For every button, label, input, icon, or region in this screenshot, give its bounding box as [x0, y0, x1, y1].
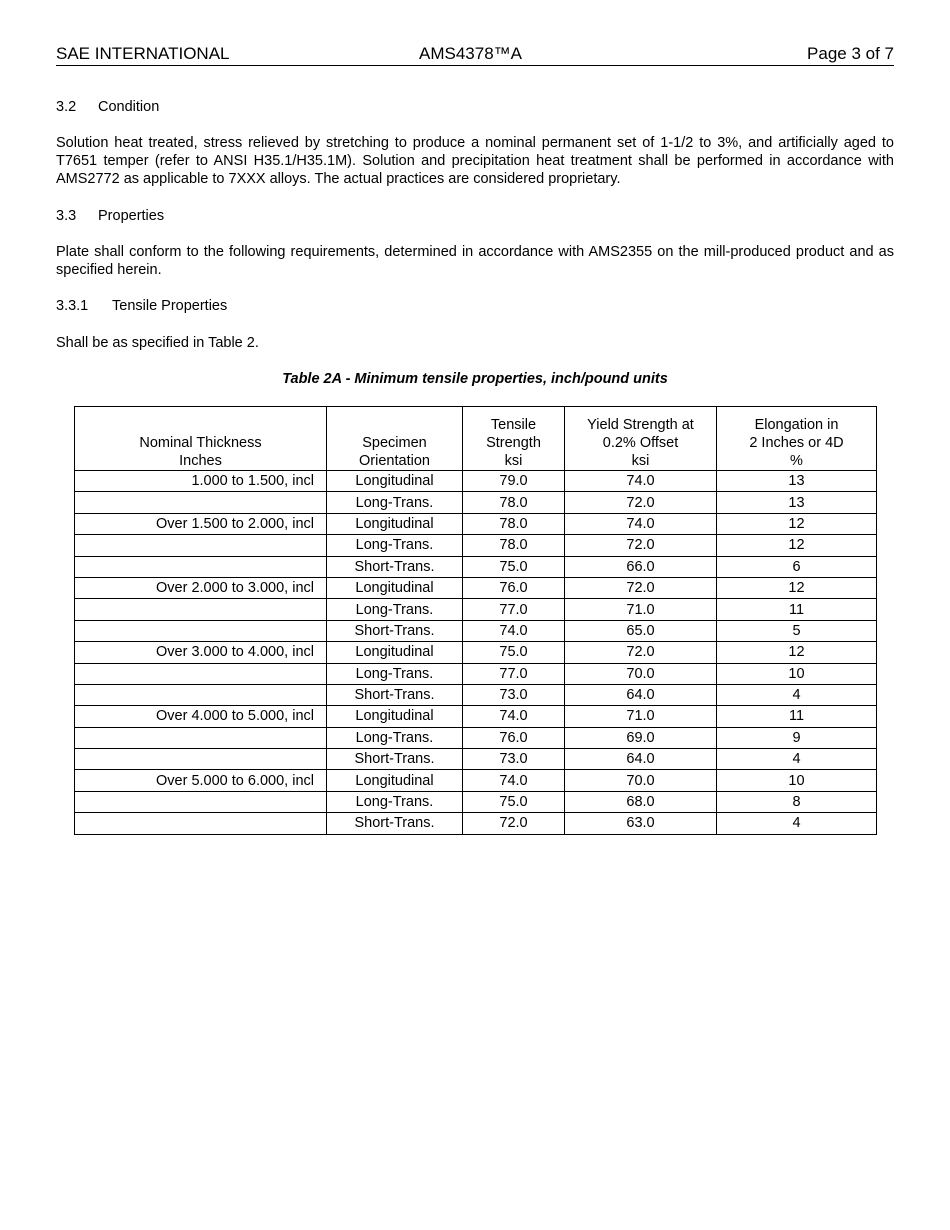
section-number: 3.3.1	[56, 298, 89, 314]
cell-elongation: 12	[717, 513, 877, 534]
cell-elongation: 4	[717, 684, 877, 705]
cell-yield: 74.0	[565, 513, 717, 534]
cell-yield: 72.0	[565, 642, 717, 663]
cell-tensile: 73.0	[463, 684, 565, 705]
section-3-2-body: Solution heat treated, stress relieved by stretching to produce a nominal permanent set of 1-1/2 to 3%, and artificially aged to T7651 temper (refer to ANSI H35.1/H35.1M). Solution and precipitation heat treatment shall be performed in accordance with AMS2772 as applicable to 7XXX alloys. The actual practices are considered proprietary.	[56, 135, 894, 187]
cell-tensile: 79.0	[463, 471, 565, 492]
table-row	[75, 663, 877, 684]
cell-tensile: 76.0	[463, 577, 565, 598]
cell-elongation: 12	[717, 642, 877, 663]
table-row	[75, 577, 877, 598]
cell-yield: 72.0	[565, 535, 717, 556]
section-3-3-body: Plate shall conform to the following requirements, determined in accordance with AMS2355 on the mill-produced product and as specified herein.	[56, 244, 894, 278]
table-row	[75, 770, 877, 791]
section-3-3-1-body: Shall be as specified in Table 2.	[56, 335, 259, 351]
cell-yield: 69.0	[565, 727, 717, 748]
cell-yield: 70.0	[565, 663, 717, 684]
header-elongation: Elongation in 2 Inches or 4D %	[717, 407, 877, 471]
table-row	[75, 471, 877, 492]
cell-orientation: Longitudinal	[327, 642, 463, 663]
cell-elongation: 10	[717, 663, 877, 684]
header-organization: SAE INTERNATIONAL	[56, 44, 230, 63]
cell-tensile: 74.0	[463, 706, 565, 727]
cell-yield: 71.0	[565, 599, 717, 620]
cell-elongation: 11	[717, 706, 877, 727]
cell-thickness	[75, 727, 327, 748]
table-row	[75, 599, 877, 620]
cell-tensile: 77.0	[463, 663, 565, 684]
cell-yield: 68.0	[565, 791, 717, 812]
cell-elongation: 9	[717, 727, 877, 748]
cell-elongation: 5	[717, 620, 877, 641]
table-row	[75, 535, 877, 556]
table-row	[75, 513, 877, 534]
cell-tensile: 74.0	[463, 620, 565, 641]
section-title: Tensile Properties	[112, 298, 228, 314]
cell-orientation: Short-Trans.	[327, 684, 463, 705]
cell-elongation: 13	[717, 492, 877, 513]
cell-thickness	[75, 599, 327, 620]
cell-tensile: 73.0	[463, 749, 565, 770]
cell-elongation: 8	[717, 791, 877, 812]
table-row	[75, 642, 877, 663]
table-row	[75, 706, 877, 727]
cell-thickness	[75, 791, 327, 812]
cell-elongation: 12	[717, 577, 877, 598]
cell-thickness	[75, 535, 327, 556]
table-row	[75, 620, 877, 641]
cell-thickness	[75, 620, 327, 641]
cell-thickness	[75, 813, 327, 834]
cell-tensile: 76.0	[463, 727, 565, 748]
cell-tensile: 72.0	[463, 813, 565, 834]
cell-orientation: Longitudinal	[327, 471, 463, 492]
cell-yield: 74.0	[565, 471, 717, 492]
cell-orientation: Long-Trans.	[327, 663, 463, 684]
cell-elongation: 13	[717, 471, 877, 492]
cell-yield: 64.0	[565, 684, 717, 705]
cell-orientation: Long-Trans.	[327, 599, 463, 620]
table-caption: Table 2A - Minimum tensile properties, inch/pound units	[282, 371, 668, 387]
cell-tensile: 74.0	[463, 770, 565, 791]
cell-yield: 72.0	[565, 492, 717, 513]
section-number: 3.3	[56, 208, 77, 224]
header-specimen-orientation: Specimen Orientation	[327, 407, 463, 471]
header-document-id: AMS4378™A	[419, 44, 522, 63]
cell-yield: 66.0	[565, 556, 717, 577]
table-row	[75, 684, 877, 705]
cell-elongation: 12	[717, 535, 877, 556]
header-page-number: Page 3 of 7	[807, 44, 894, 63]
cell-thickness: Over 5.000 to 6.000, incl	[75, 770, 327, 791]
cell-orientation: Short-Trans.	[327, 620, 463, 641]
cell-thickness	[75, 684, 327, 705]
cell-orientation: Short-Trans.	[327, 749, 463, 770]
cell-orientation: Longitudinal	[327, 513, 463, 534]
table-row	[75, 749, 877, 770]
cell-orientation: Long-Trans.	[327, 727, 463, 748]
table-row	[75, 492, 877, 513]
cell-thickness: Over 1.500 to 2.000, incl	[75, 513, 327, 534]
cell-thickness: Over 2.000 to 3.000, incl	[75, 577, 327, 598]
cell-thickness: Over 3.000 to 4.000, incl	[75, 642, 327, 663]
cell-orientation: Long-Trans.	[327, 791, 463, 812]
header-yield-strength: Yield Strength at 0.2% Offset ksi	[565, 407, 717, 471]
table-row	[75, 791, 877, 812]
cell-tensile: 75.0	[463, 642, 565, 663]
header-nominal-thickness: Nominal Thickness Inches	[75, 407, 327, 471]
table-row	[75, 727, 877, 748]
table-row	[75, 813, 877, 834]
cell-thickness	[75, 492, 327, 513]
cell-thickness	[75, 556, 327, 577]
cell-tensile: 78.0	[463, 535, 565, 556]
section-3-2-heading	[56, 98, 159, 116]
cell-tensile: 75.0	[463, 556, 565, 577]
cell-yield: 64.0	[565, 749, 717, 770]
cell-yield: 71.0	[565, 706, 717, 727]
section-3-3-heading	[56, 207, 164, 225]
cell-elongation: 10	[717, 770, 877, 791]
cell-yield: 70.0	[565, 770, 717, 791]
tensile-properties-table	[74, 406, 877, 835]
section-title: Properties	[98, 208, 165, 224]
table-row	[75, 556, 877, 577]
section-3-3-1-heading	[56, 297, 227, 315]
cell-orientation: Long-Trans.	[327, 492, 463, 513]
cell-thickness	[75, 663, 327, 684]
header-tensile-strength: Tensile Strength ksi	[463, 407, 565, 471]
cell-orientation: Longitudinal	[327, 770, 463, 791]
cell-yield: 72.0	[565, 577, 717, 598]
cell-tensile: 78.0	[463, 513, 565, 534]
cell-elongation: 11	[717, 599, 877, 620]
cell-elongation: 4	[717, 749, 877, 770]
cell-thickness: Over 4.000 to 5.000, incl	[75, 706, 327, 727]
cell-orientation: Short-Trans.	[327, 556, 463, 577]
cell-orientation: Longitudinal	[327, 577, 463, 598]
cell-orientation: Short-Trans.	[327, 813, 463, 834]
table-body	[75, 471, 877, 835]
cell-elongation: 6	[717, 556, 877, 577]
cell-orientation: Long-Trans.	[327, 535, 463, 556]
cell-tensile: 77.0	[463, 599, 565, 620]
cell-yield: 63.0	[565, 813, 717, 834]
page-header	[56, 44, 894, 66]
cell-tensile: 78.0	[463, 492, 565, 513]
section-number: 3.2	[56, 99, 77, 115]
section-title: Condition	[98, 99, 160, 115]
cell-thickness	[75, 749, 327, 770]
cell-yield: 65.0	[565, 620, 717, 641]
cell-orientation: Longitudinal	[327, 706, 463, 727]
cell-elongation: 4	[717, 813, 877, 834]
cell-thickness: 1.000 to 1.500, incl	[75, 471, 327, 492]
table-header-row	[75, 407, 877, 471]
cell-tensile: 75.0	[463, 791, 565, 812]
